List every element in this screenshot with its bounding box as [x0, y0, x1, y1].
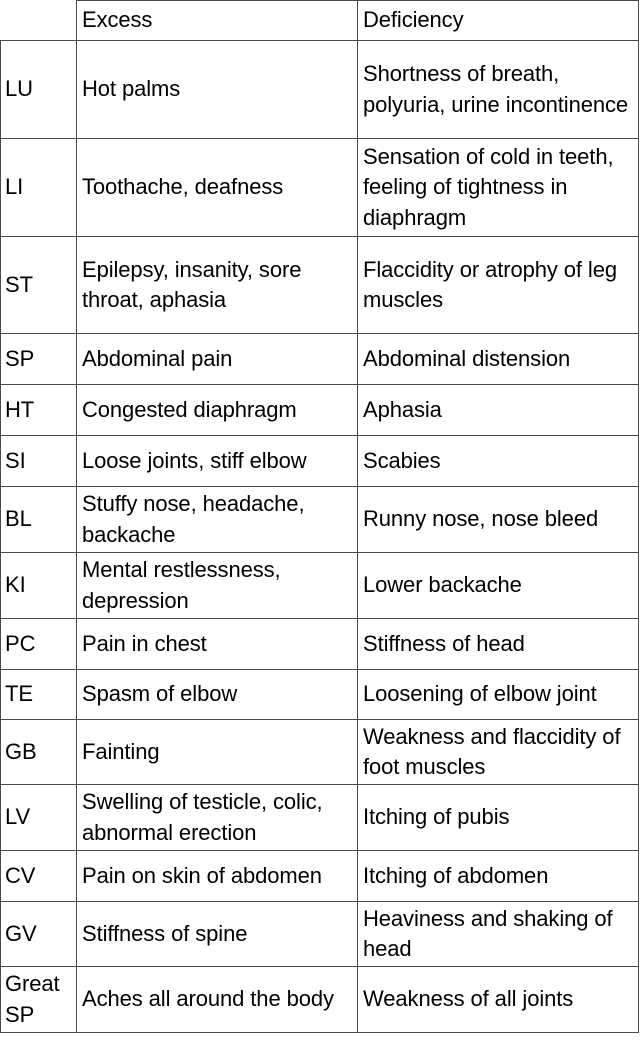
- table-row: [1, 902, 639, 967]
- excess-cell: Pain in chest: [77, 619, 358, 670]
- excess-cell: Fainting: [77, 720, 358, 785]
- deficiency-cell: Shortness of breath, polyuria, urine incontinence: [358, 41, 639, 139]
- deficiency-cell: Lower backache: [358, 553, 639, 619]
- table-row: [1, 334, 639, 385]
- excess-cell: Loose joints, stiff elbow: [77, 436, 358, 487]
- excess-cell: Mental restlessness, depression: [77, 553, 358, 619]
- meridian-cell: CV: [1, 851, 77, 902]
- header-row: [1, 1, 639, 41]
- excess-cell: Stuffy nose, headache, backache: [77, 487, 358, 553]
- deficiency-cell: Stiffness of head: [358, 619, 639, 670]
- deficiency-cell: Sensation of cold in teeth, feeling of tightness in diaphragm: [358, 139, 639, 237]
- meridian-cell: Great SP: [1, 967, 77, 1033]
- deficiency-cell: Loosening of elbow joint: [358, 670, 639, 720]
- table-row: [1, 139, 639, 237]
- meridian-cell: LI: [1, 139, 77, 237]
- table-row: [1, 41, 639, 139]
- table-row: [1, 436, 639, 487]
- excess-cell: Swelling of testicle, colic, abnormal erection: [77, 785, 358, 851]
- table-row: [1, 619, 639, 670]
- table-row: [1, 967, 639, 1033]
- meridian-cell: LV: [1, 785, 77, 851]
- meridian-cell: SI: [1, 436, 77, 487]
- table-row: [1, 670, 639, 720]
- meridian-cell: GV: [1, 902, 77, 967]
- deficiency-cell: Itching of abdomen: [358, 851, 639, 902]
- header-meridian-cell: [1, 1, 77, 41]
- meridian-cell: PC: [1, 619, 77, 670]
- table-row: [1, 385, 639, 436]
- deficiency-cell: Flaccidity or atrophy of leg muscles: [358, 237, 639, 334]
- meridian-cell: TE: [1, 670, 77, 720]
- table-row: [1, 487, 639, 553]
- excess-cell: Toothache, deafness: [77, 139, 358, 237]
- table-row: [1, 553, 639, 619]
- meridian-cell: HT: [1, 385, 77, 436]
- excess-cell: Abdominal pain: [77, 334, 358, 385]
- table-row: [1, 237, 639, 334]
- meridian-cell: BL: [1, 487, 77, 553]
- deficiency-cell: Weakness of all joints: [358, 967, 639, 1033]
- deficiency-cell: Weakness and flaccidity of foot muscles: [358, 720, 639, 785]
- header-excess-cell: Excess: [77, 1, 358, 41]
- excess-cell: Stiffness of spine: [77, 902, 358, 967]
- excess-cell: Aches all around the body: [77, 967, 358, 1033]
- excess-cell: Hot palms: [77, 41, 358, 139]
- meridian-cell: LU: [1, 41, 77, 139]
- table-row: [1, 851, 639, 902]
- deficiency-cell: Itching of pubis: [358, 785, 639, 851]
- deficiency-cell: Aphasia: [358, 385, 639, 436]
- deficiency-cell: Heaviness and shaking of head: [358, 902, 639, 967]
- excess-cell: Congested diaphragm: [77, 385, 358, 436]
- table-row: [1, 785, 639, 851]
- excess-cell: Epilepsy, insanity, sore throat, aphasia: [77, 237, 358, 334]
- meridian-cell: GB: [1, 720, 77, 785]
- deficiency-cell: Abdominal distension: [358, 334, 639, 385]
- deficiency-cell: Scabies: [358, 436, 639, 487]
- table-row: [1, 720, 639, 785]
- header-deficiency-cell: Deficiency: [358, 1, 639, 41]
- excess-cell: Spasm of elbow: [77, 670, 358, 720]
- meridian-cell: SP: [1, 334, 77, 385]
- meridian-cell: ST: [1, 237, 77, 334]
- deficiency-cell: Runny nose, nose bleed: [358, 487, 639, 553]
- excess-cell: Pain on skin of abdomen: [77, 851, 358, 902]
- meridian-cell: KI: [1, 553, 77, 619]
